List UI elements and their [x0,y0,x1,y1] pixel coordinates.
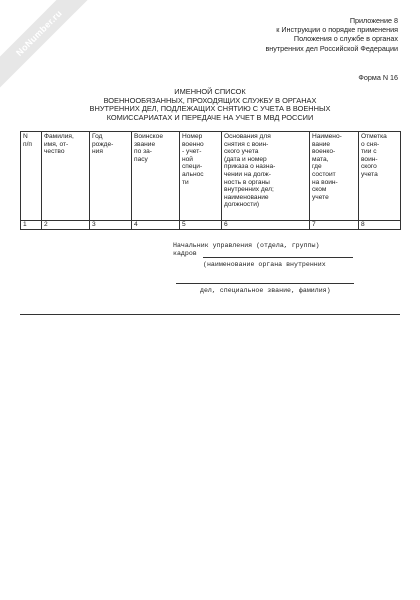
column-number-cell: 4 [132,221,180,230]
title-line-1: ИМЕННОЙ СПИСОК [174,87,246,96]
header-cell-removal-basis: Основания для снятия с воин- ского учета (дата и номер приказа о назна- чении на долж- ность в органы внутренних дел; наименование должности) [222,132,310,221]
appendix-line-4: внутренних дел Российской Федерации [265,43,398,53]
title-line-3: ВНУТРЕННИХ ДЕЛ, ПОДЛЕЖАЩИХ СНЯТИЮ С УЧЕТА В ВОЕННЫХ [89,104,331,114]
header-cell-full-name: Фамилия, имя, от- чество [42,132,90,221]
watermark-text: NoNumber.ru [14,8,64,58]
signature-note-1: (наименование органа внутренних [203,261,326,268]
column-number-cell: 5 [180,221,222,230]
signature-line-2 [176,283,354,284]
signature-title: Начальник управления (отдела, группы) [173,242,320,249]
header-cell-commissariat: Наимено- вание военко- мата, где состоит на воин- ском учете [310,132,359,221]
watermark-ribbon [0,0,100,94]
appendix-line-2: к Инструкции о порядке применения [276,25,398,35]
header-cell-birth-year: Год рожде- ния [90,132,132,221]
signature-title-cont: кадров [173,250,197,257]
title-line-2: ВОЕННООБЯЗАННЫХ, ПРОХОДЯЩИХ СЛУЖБУ В ОРГАНАХ [103,95,317,105]
column-number-cell: 2 [42,221,90,230]
header-cell-number: N п/п [21,132,42,221]
column-number-cell: 6 [222,221,310,230]
signature-line-1 [203,257,353,258]
bottom-divider [20,314,400,315]
table-column-numbers-row [21,221,401,230]
column-number-cell: 8 [359,221,401,230]
header-cell-removal-mark: Отметка о сня- тии с воин- ского учета [359,132,401,221]
personnel-list-table [20,131,401,230]
header-cell-military-rank: Воинское звание по за- пасу [132,132,180,221]
document-title [60,88,360,122]
column-number-cell: 7 [310,221,359,230]
header-cell-specialty-number: Номер военно - учет- ной специ- альнос ти [180,132,222,221]
column-number-cell: 3 [90,221,132,230]
appendix-line-1: Приложение 8 [349,16,398,25]
appendix-line-3: Положения о службе в органах [293,34,398,44]
table-header-row [21,132,401,221]
form-number: Форма N 16 [358,73,398,82]
appendix-header [198,16,398,53]
column-number-cell: 1 [21,221,42,230]
signature-note-2: дел, специальное звание, фамилия) [200,287,331,294]
title-line-4: КОМИССАРИАТАХ И ПЕРЕДАЧЕ НА УЧЕТ В МВД РОССИИ [106,112,314,122]
